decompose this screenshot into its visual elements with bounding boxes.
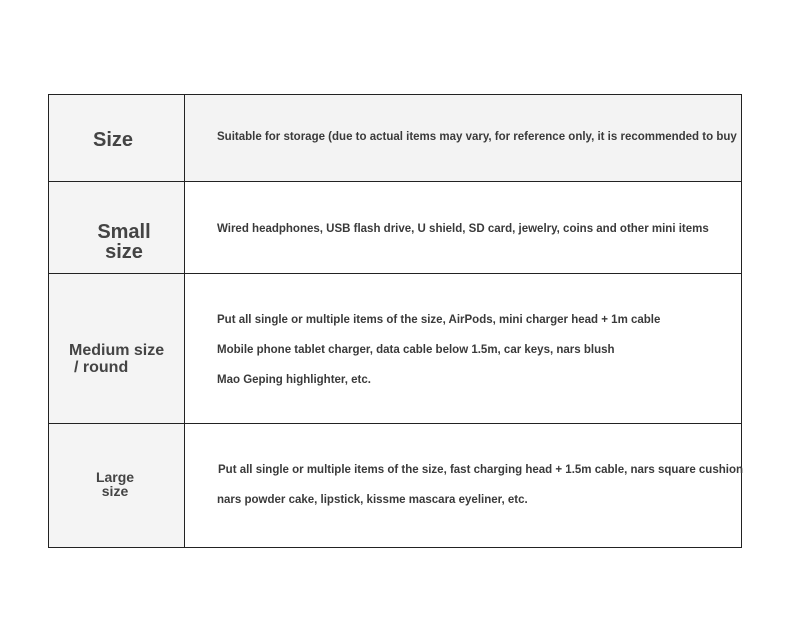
description-line: Suitable for storage (due to actual items may vary, for reference only, it is recommended to buy — [217, 131, 737, 143]
row-label-cell — [49, 182, 185, 273]
row-label-line: / round — [74, 359, 129, 376]
description-line: Put all single or multiple items of the size, AirPods, mini charger head + 1m cable — [217, 314, 661, 326]
description-line: Wired headphones, USB flash drive, U shield, SD card, jewelry, coins and other mini items — [217, 223, 709, 235]
row-label-cell — [49, 274, 185, 423]
row-description-cell — [185, 424, 741, 547]
row-label — [69, 342, 187, 376]
row-description-cell — [185, 182, 741, 273]
table-row-size — [49, 95, 741, 182]
row-label-line: Small — [97, 221, 151, 243]
description-line: Mao Geping highlighter, etc. — [217, 374, 371, 386]
row-label-cell — [49, 95, 185, 181]
description-line: Mobile phone tablet charger, data cable below 1.5m, car keys, nars blush — [217, 344, 615, 356]
row-description-cell — [185, 95, 741, 181]
row-label: Size — [93, 129, 134, 151]
row-label-line: Large — [95, 469, 135, 485]
row-label-line: size — [101, 483, 129, 499]
table-row-medium — [49, 274, 741, 424]
table-row-small — [49, 182, 741, 274]
row-label-cell — [49, 424, 185, 547]
row-label — [91, 470, 139, 498]
row-label — [89, 222, 159, 262]
table-row-large — [49, 424, 741, 547]
row-label-line: size — [105, 241, 143, 263]
row-label-line: Medium size — [69, 342, 165, 359]
size-table — [48, 94, 742, 548]
description-line: nars powder cake, lipstick, kissme mascara eyeliner, etc. — [217, 494, 528, 506]
row-description-cell — [185, 274, 741, 423]
description-line: Put all single or multiple items of the size, fast charging head + 1.5m cable, nars square cushion — [218, 464, 743, 476]
